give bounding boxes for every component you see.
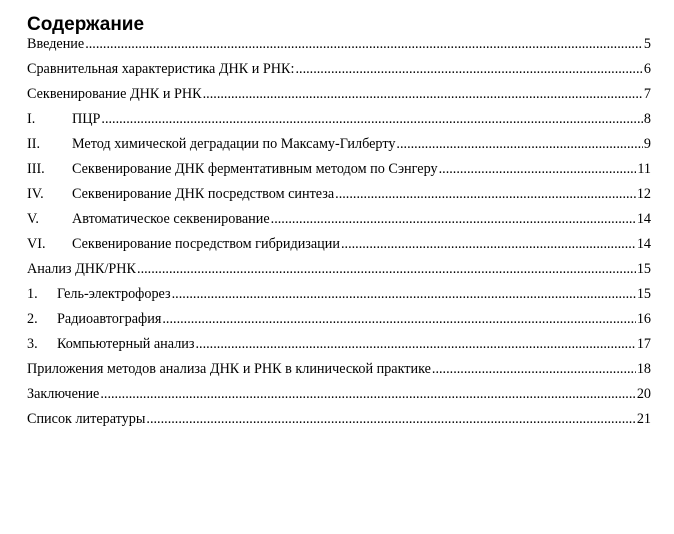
toc-entry-number: 3. xyxy=(27,336,38,352)
toc-entry-page: 15 xyxy=(636,261,651,277)
toc-entry-number: I. xyxy=(27,111,36,127)
toc-entry-clinical-applications[interactable] xyxy=(27,357,651,382)
dot-leader xyxy=(295,57,642,82)
toc-entry-label: Введение xyxy=(27,36,85,52)
toc-entry-number: 1. xyxy=(27,286,38,302)
dot-leader xyxy=(335,182,636,207)
dot-leader xyxy=(271,207,636,232)
toc-entry-page: 12 xyxy=(636,186,651,202)
toc-entry-label: Приложения методов анализа ДНК и РНК в клинической практике xyxy=(27,361,431,377)
table-of-contents xyxy=(27,14,651,432)
toc-entry-page: 14 xyxy=(636,236,651,252)
toc-entry-computer-analysis[interactable] xyxy=(27,332,651,357)
toc-entry-label: Список литературы xyxy=(27,411,146,427)
dot-leader xyxy=(396,132,642,157)
dot-leader xyxy=(439,157,637,182)
toc-entry-sequencing[interactable] xyxy=(27,82,651,107)
toc-entry-number: VI. xyxy=(27,236,46,252)
toc-entry-number: 2. xyxy=(27,311,38,327)
toc-entry-page: 18 xyxy=(636,361,651,377)
toc-entry-label: ПЦР xyxy=(72,111,101,127)
toc-entry-label: Гель-электрофорез xyxy=(57,286,171,302)
toc-entry-label: Сравнительная характеристика ДНК и РНК: xyxy=(27,61,295,77)
toc-entry-label: Компьютерный анализ xyxy=(57,336,195,352)
toc-entry-label: Автоматическое секвенирование xyxy=(72,211,270,227)
toc-entry-label: Секвенирование ДНК и РНК xyxy=(27,86,202,102)
toc-entry-label: Секвенирование ДНК ферментативным методом по Сэнгеру xyxy=(72,161,438,177)
toc-entry-autoradiography[interactable] xyxy=(27,307,651,332)
dot-leader xyxy=(85,32,643,57)
dot-leader xyxy=(162,307,635,332)
toc-entry-sanger[interactable] xyxy=(27,157,651,182)
toc-entry-automatic[interactable] xyxy=(27,207,651,232)
toc-entry-pcr[interactable] xyxy=(27,107,651,132)
toc-entry-conclusion[interactable] xyxy=(27,382,651,407)
toc-entry-label: Секвенирование посредством гибридизации xyxy=(72,236,340,252)
toc-entry-references[interactable] xyxy=(27,407,651,432)
dot-leader xyxy=(100,382,635,407)
toc-entry-number: III. xyxy=(27,161,45,177)
dot-leader xyxy=(172,282,636,307)
toc-entry-label: Метод химической деградации по Максаму-Гилберту xyxy=(72,136,396,152)
toc-entry-number: V. xyxy=(27,211,39,227)
toc-entry-page: 8 xyxy=(643,111,651,127)
toc-entry-page: 21 xyxy=(636,411,651,427)
dot-leader xyxy=(101,107,643,132)
dot-leader xyxy=(432,357,636,382)
toc-entry-page: 11 xyxy=(637,161,651,177)
toc-entry-comparison[interactable] xyxy=(27,57,651,82)
toc-entry-electrophoresis[interactable] xyxy=(27,282,651,307)
toc-entry-page: 7 xyxy=(643,86,651,102)
toc-entry-page: 14 xyxy=(636,211,651,227)
toc-entry-label: Заключение xyxy=(27,386,100,402)
toc-entry-page: 20 xyxy=(636,386,651,402)
toc-entry-label: Секвенирование ДНК посредством синтеза xyxy=(72,186,335,202)
toc-entry-page: 15 xyxy=(636,286,651,302)
toc-entry-synthesis[interactable] xyxy=(27,182,651,207)
toc-entry-page: 16 xyxy=(636,311,651,327)
toc-entry-label: Анализ ДНК/РНК xyxy=(27,261,137,277)
toc-entry-page: 6 xyxy=(643,61,651,77)
dot-leader xyxy=(203,82,643,107)
dot-leader xyxy=(146,407,635,432)
dot-leader xyxy=(341,232,636,257)
toc-entry-page: 5 xyxy=(643,36,651,52)
toc-entry-number: IV. xyxy=(27,186,44,202)
toc-entry-page: 9 xyxy=(643,136,651,152)
toc-entry-label: Радиоавтография xyxy=(57,311,162,327)
dot-leader xyxy=(195,332,635,357)
toc-list xyxy=(27,32,651,432)
dot-leader xyxy=(137,257,636,282)
toc-entry-analysis[interactable] xyxy=(27,257,651,282)
toc-entry-hybridization[interactable] xyxy=(27,232,651,257)
toc-entry-page: 17 xyxy=(636,336,651,352)
toc-entry-introduction[interactable] xyxy=(27,32,651,57)
toc-title: Содержание xyxy=(27,14,145,35)
toc-entry-maxam-gilbert[interactable] xyxy=(27,132,651,157)
toc-entry-number: II. xyxy=(27,136,40,152)
